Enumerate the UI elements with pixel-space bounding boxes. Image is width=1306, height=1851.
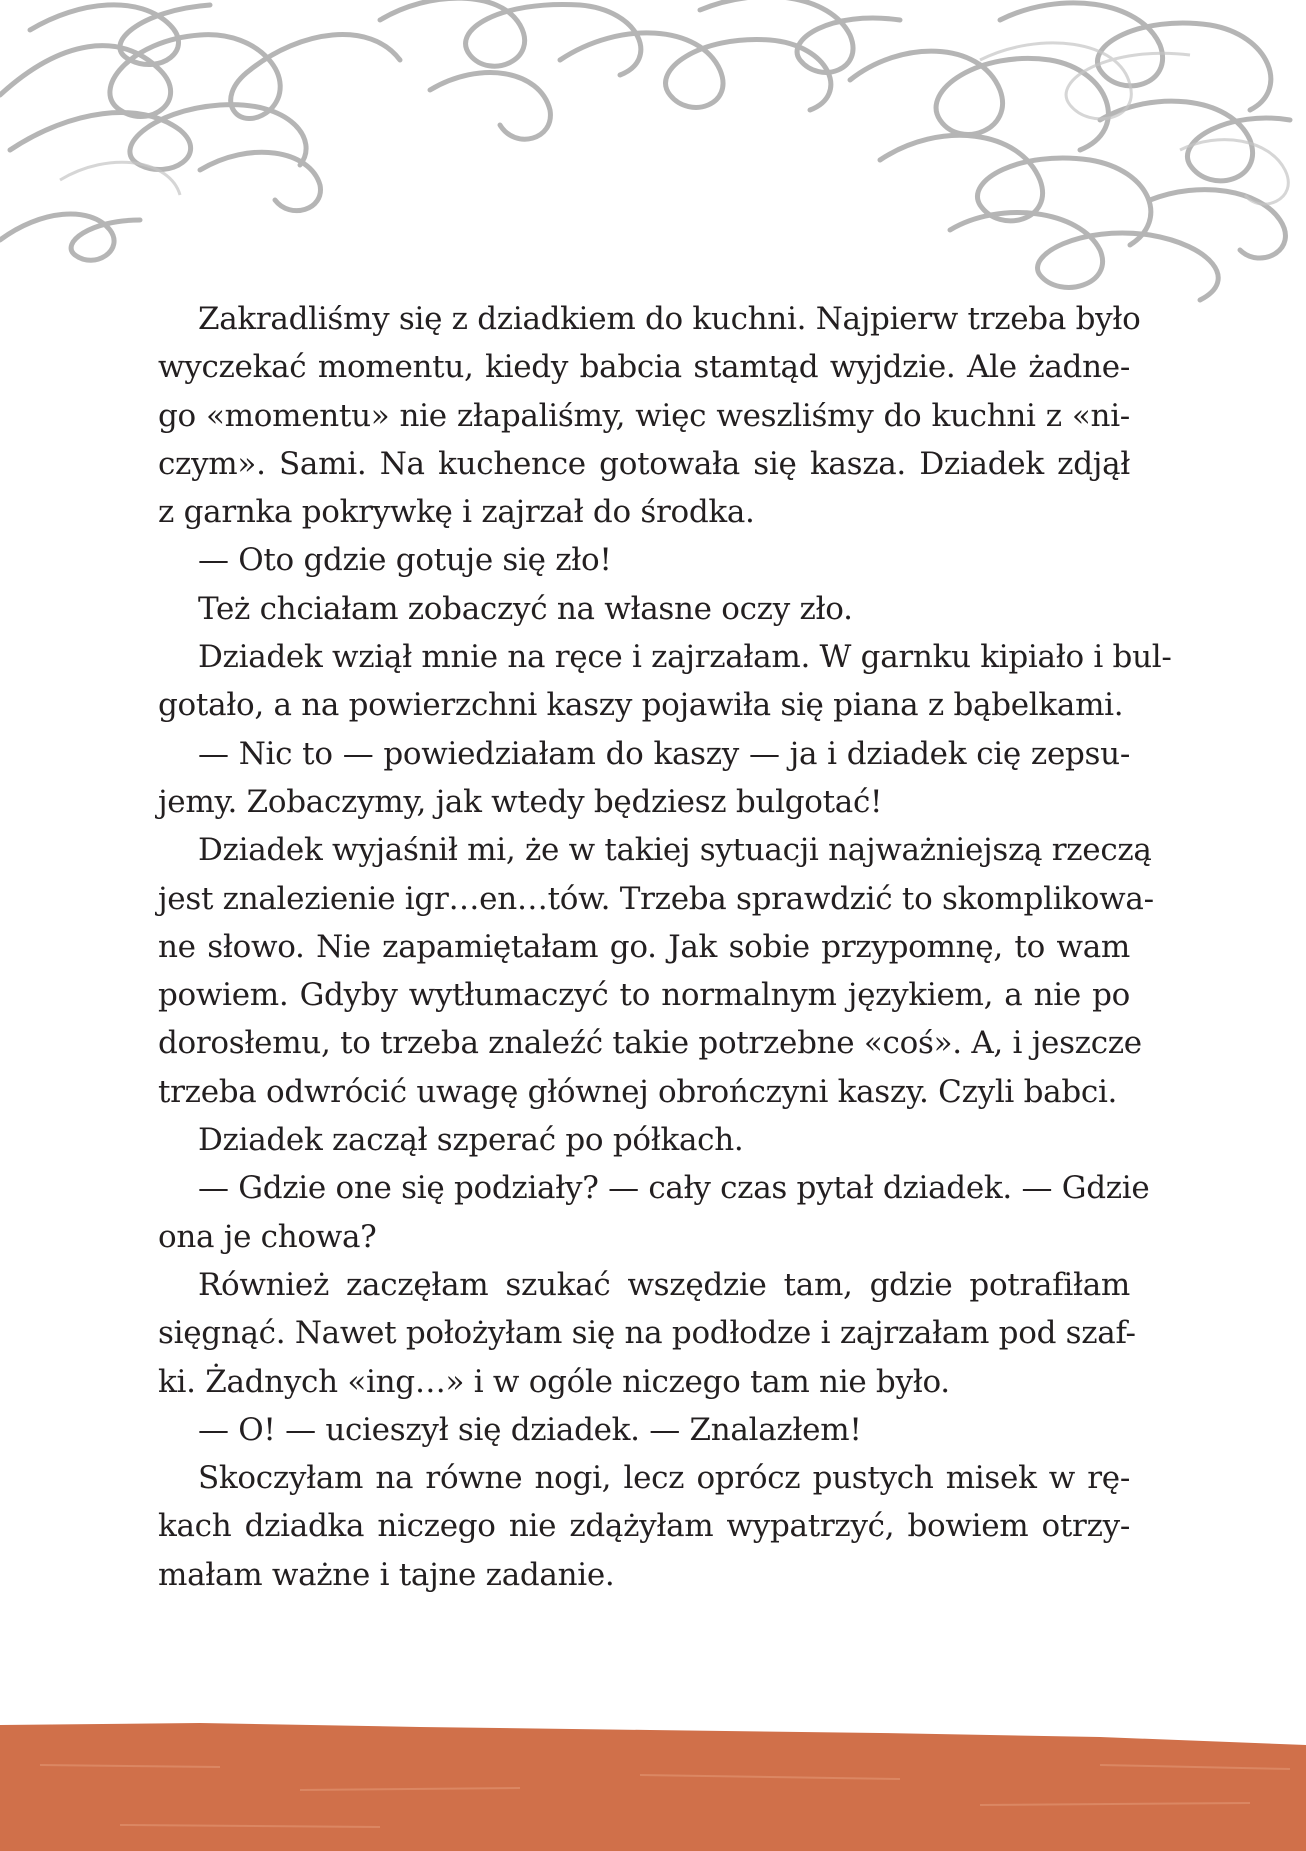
- text-line: Dziadek zaczął szperać po półkach.: [198, 1122, 744, 1159]
- orange-footer-band: [0, 1705, 1306, 1851]
- text-line: — Gdzie one się podziały? — cały czas pytał dziadek. — Gdzie: [198, 1170, 1150, 1207]
- text-line: Również zaczęłam szukać wszędzie tam, gdzie potrafiłam: [198, 1266, 1130, 1303]
- text-line: Dziadek wyjaśnił mi, że w takiej sytuacji najważniejszą rzeczą: [198, 832, 1152, 869]
- paragraph: [158, 633, 1172, 730]
- text-line: jemy. Zobaczymy, jak wtedy będziesz bulgotać!: [158, 783, 883, 820]
- paragraph: [158, 826, 1154, 1116]
- text-line: gotało, a na powierzchni kaszy pojawiła się piana z bąbelkami.: [158, 687, 1124, 724]
- paragraph: [158, 730, 1130, 827]
- paragraph: [158, 1454, 1130, 1599]
- paragraph: [158, 1116, 1130, 1164]
- paragraph: [158, 295, 1141, 536]
- text-line: trzeba odwrócić uwagę głównej obrończyni kaszy. Czyli babci.: [158, 1073, 1118, 1110]
- text-line: z garnka pokrywkę i zajrzał do środka.: [158, 494, 755, 531]
- pencil-scribble-decoration: [0, 0, 1306, 310]
- text-line: dorosłemu, to trzeba znaleźć takie potrzebne «coś». A, i jeszcze: [158, 1025, 1142, 1062]
- text-line: Dziadek wziął mnie na ręce i zajrzałam. W garnku kipiało i bul-: [198, 639, 1172, 676]
- text-line: jest znalezienie igr…en…tów. Trzeba sprawdzić to skomplikowa-: [158, 880, 1154, 917]
- paragraph: [158, 1261, 1136, 1406]
- text-line: ki. Żadnych «ing…» i w ogóle niczego tam nie było.: [158, 1363, 950, 1400]
- text-line: ne słowo. Nie zapamiętałam go. Jak sobie przypomnę, to wam: [158, 928, 1130, 965]
- text-line: Skoczyłam na równe nogi, lecz oprócz pustych misek w rę-: [198, 1460, 1130, 1497]
- text-line: — Nic to — powiedziałam do kaszy — ja i dziadek cię zepsu-: [198, 735, 1130, 772]
- text-line: kach dziadka niczego nie zdążyłam wypatrzyć, bowiem otrzy-: [158, 1508, 1130, 1545]
- paragraph: [158, 1164, 1150, 1261]
- text-line: sięgnąć. Nawet położyłam się na podłodze i zajrzałam pod szaf-: [158, 1315, 1136, 1352]
- text-line: czym». Sami. Na kuchence gotowała się kasza. Dziadek zdjął: [158, 445, 1130, 482]
- text-line: powiem. Gdyby wytłumaczyć to normalnym językiem, a nie po: [158, 977, 1130, 1014]
- text-line: wyczekać momentu, kiedy babcia stamtąd wyjdzie. Ale żadne-: [158, 349, 1130, 386]
- text-line: — Oto gdzie gotuje się zło!: [198, 542, 612, 579]
- story-text: [158, 295, 1172, 1599]
- paragraph: [158, 536, 1130, 584]
- text-line: ona je chowa?: [158, 1218, 377, 1255]
- paragraph: [158, 585, 1130, 633]
- text-line: małam ważne i tajne zadanie.: [158, 1556, 615, 1593]
- text-line: Zakradliśmy się z dziadkiem do kuchni. Najpierw trzeba było: [198, 301, 1141, 337]
- text-line: go «momentu» nie złapaliśmy, więc weszliśmy do kuchni z «ni-: [158, 397, 1130, 434]
- text-line: — O! — ucieszył się dziadek. — Znalazłem!: [198, 1411, 862, 1448]
- text-line: Też chciałam zobaczyć na własne oczy zło.: [198, 590, 853, 627]
- paragraph: [158, 1406, 1130, 1454]
